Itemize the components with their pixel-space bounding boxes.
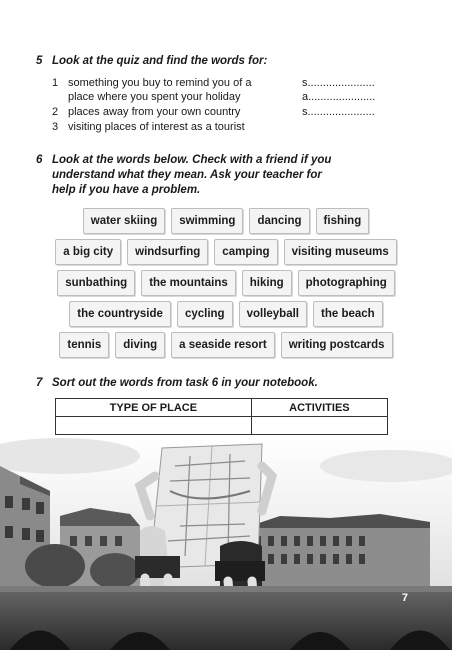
word-chip: volleyball — [239, 301, 307, 327]
task-7-number: 7 — [36, 377, 43, 389]
task-6-heading — [36, 153, 342, 198]
quiz-item-3 — [52, 120, 392, 134]
quiz-item-text: visiting places of interest as a tourist — [68, 121, 245, 133]
quiz-item-text: something you buy to remind you of a — [68, 77, 252, 89]
word-chip: swimming — [171, 208, 243, 234]
word-chip: photographing — [298, 270, 395, 296]
word-chip: dancing — [249, 208, 309, 234]
word-row — [0, 332, 452, 358]
word-row — [0, 208, 452, 234]
table-cell-empty — [251, 417, 387, 435]
table-cell-empty — [56, 417, 252, 435]
task-7-heading — [36, 376, 342, 391]
task-5-heading — [36, 54, 342, 69]
quiz-answer-blank: s...................... — [302, 77, 375, 89]
word-row — [0, 270, 452, 296]
quiz-answer-blank: s...................... — [302, 106, 375, 118]
word-chip: camping — [214, 239, 277, 265]
word-chip: the countryside — [69, 301, 171, 327]
task-5-number: 5 — [36, 55, 43, 67]
sort-table — [55, 398, 388, 435]
word-chip: cycling — [177, 301, 233, 327]
quiz-item-2 — [52, 105, 392, 119]
word-chip: water skiing — [83, 208, 165, 234]
task-5-instruction: Look at the quiz and find the words for: — [52, 55, 268, 67]
task-6-instruction: Look at the words below. Check with a friend if you understand what they mean. Ask your teacher for help if you have a problem. — [52, 154, 332, 196]
quiz-item-number: 2 — [52, 106, 59, 118]
word-chip: the beach — [313, 301, 383, 327]
quiz-item-text: places away from your own country — [68, 106, 241, 118]
quiz-item-text: place where you spent your holiday — [68, 91, 241, 103]
task-7-instruction: Sort out the words from task 6 in your notebook. — [52, 377, 318, 389]
quiz-item-1-cont — [52, 90, 392, 104]
task-6-number: 6 — [36, 154, 43, 166]
word-row — [0, 239, 452, 265]
quiz-answer-blank: a...................... — [302, 91, 376, 103]
word-chip: diving — [115, 332, 165, 358]
word-chip: writing postcards — [281, 332, 393, 358]
word-chip: fishing — [316, 208, 370, 234]
word-chip: tennis — [59, 332, 109, 358]
quiz-item-number: 1 — [52, 77, 59, 89]
table-header-activities: ACTIVITIES — [251, 399, 387, 417]
word-chip: sunbathing — [57, 270, 135, 296]
word-chip: visiting museums — [284, 239, 397, 265]
quiz-item-number: 3 — [52, 121, 59, 133]
word-chip: hiking — [242, 270, 292, 296]
word-chip: a big city — [55, 239, 121, 265]
quiz-item-1 — [52, 76, 392, 90]
word-chip: a seaside resort — [171, 332, 275, 358]
table-header-type-of-place: TYPE OF PLACE — [56, 399, 252, 417]
word-chip: windsurfing — [127, 239, 208, 265]
word-chip: the mountains — [141, 270, 236, 296]
tourists-reading-map-photo — [0, 436, 452, 650]
page-number: 7 — [401, 592, 408, 604]
word-row — [0, 301, 452, 327]
